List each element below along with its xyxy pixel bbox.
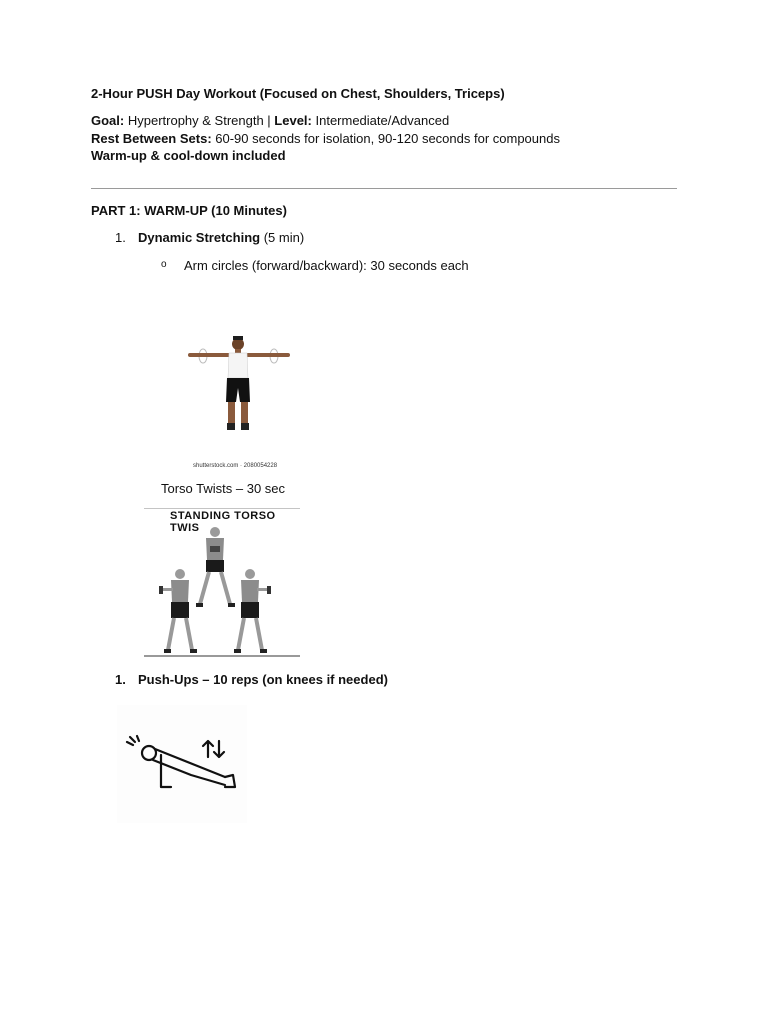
warmup-note: Warm-up & cool-down included <box>91 148 286 163</box>
item1-rest: (5 min) <box>260 230 305 245</box>
torso-twist-image <box>144 508 300 658</box>
rest-value: 60-90 seconds for isolation, 90-120 seconds for compounds <box>211 131 560 146</box>
list-number-1: 1. <box>115 230 126 245</box>
torso-image-title: STANDING TORSO TWIS <box>170 510 276 534</box>
item1-bold: Dynamic Stretching <box>138 230 261 245</box>
list-item-dynamic-stretching <box>138 230 304 245</box>
push-up-image <box>117 705 247 823</box>
list-number-2: 1. <box>115 672 126 687</box>
arm-circles-image <box>180 330 300 475</box>
goal-line <box>91 113 449 128</box>
part1-heading: PART 1: WARM-UP (10 Minutes) <box>91 203 287 218</box>
torso-twists-label: Torso Twists – 30 sec <box>161 481 286 496</box>
goal-value: Hypertrophy & Strength | <box>124 113 275 128</box>
horizontal-divider <box>91 188 677 189</box>
bullet-marker: o <box>161 259 167 270</box>
arm-circles-figure-icon <box>180 330 300 475</box>
bullet-arm-circles: Arm circles (forward/backward): 30 seconds each <box>184 258 469 273</box>
level-value: Intermediate/Advanced <box>311 113 450 128</box>
document-title: 2-Hour PUSH Day Workout (Focused on Chest, Shoulders, Triceps) <box>91 86 505 101</box>
level-label: Level: <box>274 113 312 128</box>
goal-label: Goal: <box>91 113 125 128</box>
list-item-push-ups: Push-Ups – 10 reps (on knees if needed) <box>138 672 388 687</box>
push-up-icon <box>117 705 247 823</box>
rest-line <box>91 131 560 146</box>
image-caption: shutterstock.com · 2080054228 <box>193 463 278 469</box>
rest-label: Rest Between Sets: <box>91 131 212 146</box>
